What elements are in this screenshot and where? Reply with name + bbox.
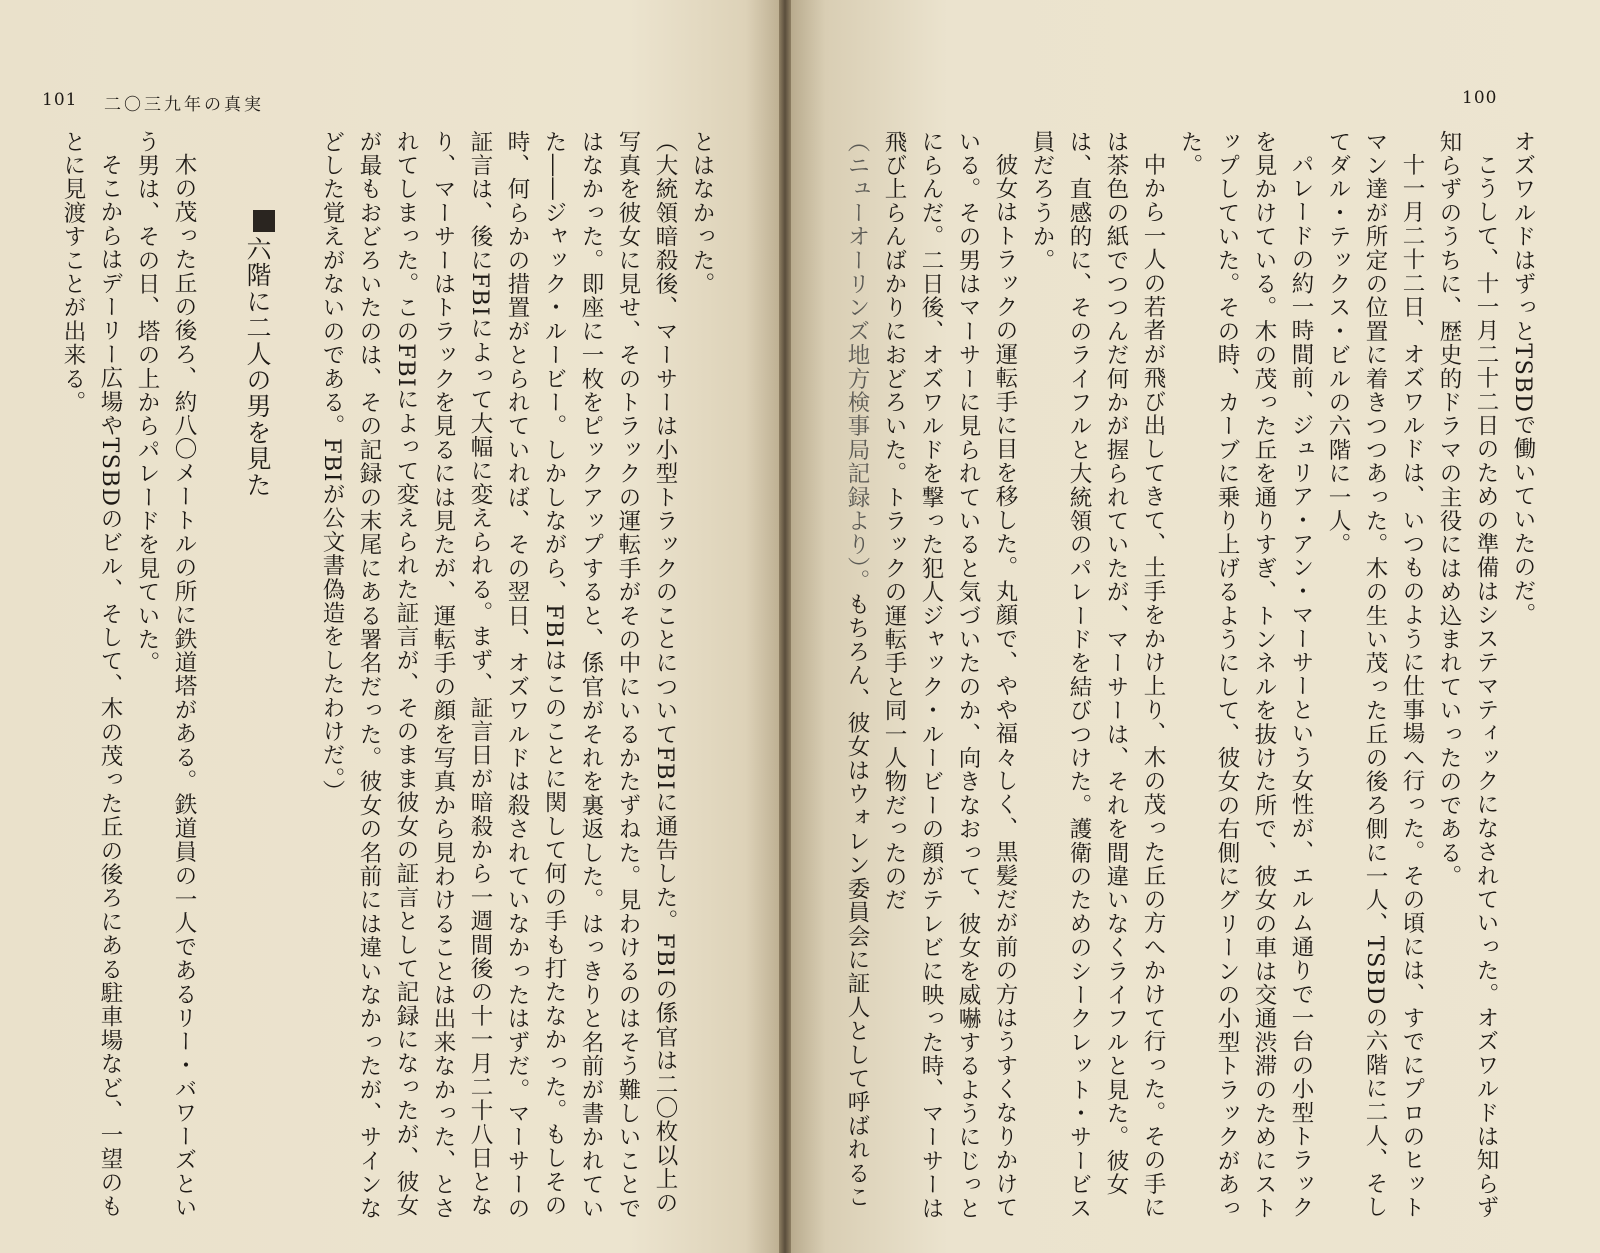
footnote-paragraph: （大統領暗殺後、マーサーは小型トラックのことについてFBIに通告した。FBIの係官は二〇枚以上の写真を彼女に見せ、そのトラックの運転手がその中にいるかたずねた。見わけるのはそう難しいことではなかった。即座に一枚をピックアップすると、係官がそれを裏返した。はっきりと名前が書かれていた――ジャック・ルービー。しかしながら、FBIはこのことに関して何の手も打たなかった。もしその時、何らかの措置がとられていれば、その翌日、オズワルドは殺されていなかったはずだ。マーサーの証言は、後にFBIによって大幅に変えられる。まず、証言日が暗殺から一週間後の十一月二十八日となり、マーサーはトラックを見るには見たが、運転手の顔を写真から見わけることは出来なかった、とされてしまった。このFBIによって変えられた証言が、そのまま彼女の証言として記録になったが、彼女が最もおどろいたのは、その記録の末尾にある署名だった。彼女の名前には違いなかったが、サインなどした覚えがないのである。FBIが公文書偽造をしたわけだ。） [319, 130, 678, 1221]
paragraph: 十一月二十二日、オズワルドは、いつものように仕事場へ行った。その頃には、すでにプロのヒットマン達が所定の位置に着きつつあった。木の生い茂った丘の後ろ側に一人、TSBDの六階に二人、そしてダル・テックス・ビルの六階に一人。 [1325, 130, 1425, 1219]
paragraph: こうして、十一月二十二日のための準備はシステマティックになされていった。オズワルドは知らず知らずのうちに、歴史的ドラマの主役にはめ込まれていったのである。 [1436, 130, 1499, 1219]
page-number: 101 [42, 90, 78, 110]
right-page-body [835, 130, 1541, 1230]
faded-citation: （ニューオーリンズ地方検事局記録より）。 [844, 130, 870, 593]
paragraph [875, 130, 1023, 1230]
paragraph-continuation: とはなかった。 [689, 130, 715, 296]
left-page-body [20, 130, 720, 1230]
section-heading [239, 130, 276, 1230]
running-title: 二〇三九年の真実 [104, 95, 264, 115]
book-spine [779, 0, 791, 1253]
right-page [785, 0, 1600, 1253]
paragraph: オズワルドはずっとTSBDで働いていたのだ。 [1510, 130, 1536, 627]
paragraph-text: もちろん、彼女はウォレン委員会に証人として呼ばれるこ [844, 592, 870, 1209]
paragraph-text: 彼女はトラックの運転手に目を移した。丸顔で、やや福々しく、黒髪だが前の方はうすくなりかけている。その男はマーサーに見られていると気づいたのか、向きなおって、彼女を威嚇するようにじっとにらんだ。二日後、オズワルドを撃った犯人ジャック・ルービーの顔がテレビに映った時、マーサーは飛び上らんばかりにおどろいた。トラックの運転手と同一人物だったのだ [881, 130, 1018, 1221]
paragraph: そこからはデーリー広場やTSBDのビル、そして、木の茂った丘の後ろにある駐車場など、一望のもとに見渡すことが出来る。 [60, 130, 123, 1218]
paragraph: 中から一人の若者が飛び出してきて、土手をかけ上り、木の茂った丘の方へかけて行った。その手には茶色の紙でつつんだ何かが握られていたが、マーサーは、それを間違いなくライフルと見た。彼女は、直感的に、そのライフルと大統領のパレードを結びつけた。護衛のためのシークレット・サービス員だろうか。 [1029, 130, 1166, 1221]
left-page [0, 0, 785, 1253]
paragraph: パレードの約一時間前、ジュリア・アン・マーサーという女性が、エルム通りで一台の小型トラックを見かけている。木の茂った丘を通りすぎ、トンネルを抜けた所で、彼女の車は交通渋滞のためにストップしていた。その時、カーブに乗り上げるようにして、彼女の右側にグリーンの小型トラックがあった。 [1177, 130, 1314, 1221]
section-heading-text: 六階に二人の男を見た [243, 236, 272, 498]
page-number: 100 [1462, 88, 1498, 108]
heading-square-icon [253, 210, 275, 232]
paragraph: 木の茂った丘の後ろ、約八〇メートルの所に鉄道塔がある。鉄道員の一人であるリー・バワーズという男は、その日、塔の上からパレードを見ていた。 [134, 130, 197, 1219]
paragraph-continuation [838, 130, 875, 1230]
